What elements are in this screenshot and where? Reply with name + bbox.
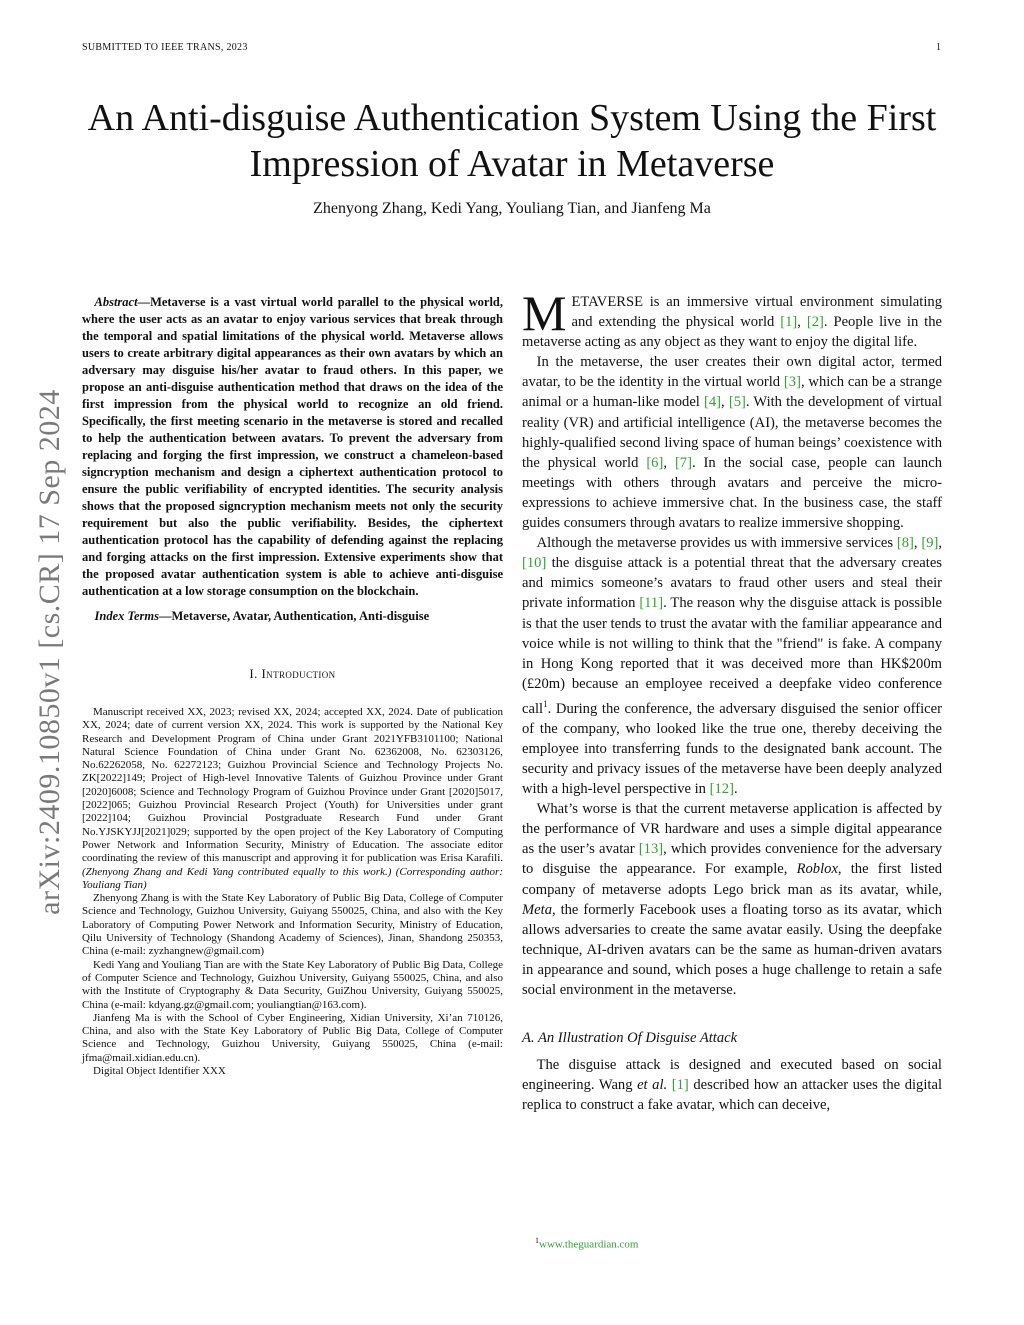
body-paragraph-2 — [522, 352, 942, 533]
citation-link[interactable]: [1] — [671, 1077, 689, 1094]
section-title: Introduction — [261, 666, 336, 681]
citation-link[interactable]: [9] — [921, 535, 939, 552]
body-paragraph-4 — [522, 799, 942, 1000]
text-span: , the formerly Facebook uses a floating torso as its avatar, which allows adversaries to create the same avatar easily. Using the deepfake technique, AI-driven avatars can be the same as human-driven avatars in appearance and sound, which poses a huge challenge to retain a safe social environment in the metaverse. — [522, 901, 942, 999]
text-span: , — [938, 535, 943, 552]
footnote-ma: Jianfeng Ma is with the School of Cyber Engineering, Xidian University, Xi’an 710126, China, and also with the State Key Laboratory of Public Big Data, College of Computer Science and Technology, Guizhou University, Guiyang 550025, China (e-mail: jfma@mail.xidian.edu.cn). — [82, 1011, 503, 1064]
footnote-yang-tian: Kedi Yang and Youliang Tian are with the State Key Laboratory of Public Big Data, College of Computer Science and Technology, Guizhou University, Guiyang 550025, China, and also with the Institute of Cryptography & Data Security, GuiZhou University, Guiyang 550025, China (e-mail: kdyang.gz@gmail.com; youliangtian@163.com). — [82, 958, 503, 1011]
right-column — [522, 285, 943, 1115]
citation-link[interactable]: [10] — [522, 555, 547, 572]
text-span: . People live in the metaverse acting as any object as they want to enjoy the digital life. — [522, 314, 943, 351]
text-span: What’s worse is that the current metaverse application is affected by the performance of VR hardware and uses a simple digital appearance as the user’s avatar — [522, 801, 942, 858]
body-paragraph-1 — [522, 285, 943, 352]
body-paragraph-5 — [522, 1055, 942, 1115]
meta-name: Meta — [522, 901, 552, 918]
text-span: the disguise attack is a potential threat that the adversary creates and mimics someone’s avatars to fraud other users and steal their private information — [522, 555, 942, 612]
text-span: is an immersive virtual environment simulating and extending the physical world — [571, 294, 942, 331]
arxiv-stamp: arXiv:2409.10850v1 [cs.CR] 17 Sep 2024 — [33, 389, 66, 915]
footnote-manuscript — [82, 706, 503, 892]
text-span: , — [721, 394, 729, 411]
guardian-link[interactable]: www.theguardian.com — [539, 1238, 639, 1251]
text-span: In the metaverse, the user creates their own digital actor, termed avatar, to be the identity in the virtual world — [522, 354, 942, 391]
text-span: , — [663, 454, 675, 471]
text-span: , which can be a strange animal or a human-like model — [522, 374, 942, 411]
page-number: 1 — [936, 42, 941, 53]
citation-link[interactable]: [5] — [728, 394, 746, 411]
footnote-contribution-note: (Zhenyong Zhang and Kedi Yang contributed equally to this work.) (Corresponding author: Youliang Tian) — [82, 865, 503, 891]
text-span: . In the social case, people can launch meetings with others through avatars and perceive the micro-expressions to achieve immersive chat. In the business case, the staff guides consumers through avatars to realize immersive shopping. — [522, 454, 942, 532]
index-terms-label: Index Terms — [94, 609, 159, 623]
citation-link[interactable]: [8] — [896, 535, 914, 552]
index-terms-text: Metaverse, Avatar, Authentication, Anti-disguise — [171, 609, 430, 623]
citation-link[interactable]: [6] — [646, 454, 664, 471]
abstract-dash: — — [137, 295, 151, 309]
citation-link[interactable]: [1] — [780, 314, 798, 331]
citation-link[interactable]: [12] — [709, 781, 734, 798]
page-footnote-marker: 1 — [535, 1236, 539, 1245]
drop-cap: M — [522, 285, 567, 341]
subsection-heading: A. An Illustration Of Disguise Attack — [522, 1030, 738, 1047]
roblox-name: Roblox — [796, 861, 838, 878]
author-list: Zhenyong Zhang, Kedi Yang, Youliang Tian, and Jianfeng Ma — [313, 200, 711, 217]
citation-link[interactable]: [13] — [638, 841, 664, 858]
text-span: The disguise attack is designed and executed based on social engineering. Wang — [522, 1057, 942, 1094]
intro-caps: ETAVERSE — [571, 294, 644, 310]
text-span: . — [733, 781, 738, 798]
footnote-block — [82, 706, 503, 1078]
text-span: , which provides convenience for the adversary to disguise the appearance. For example, — [522, 841, 942, 878]
citation-link[interactable]: [2] — [806, 314, 824, 331]
index-terms-dash: — — [158, 609, 172, 623]
section-heading-introduction — [82, 666, 503, 682]
citation-link[interactable]: [7] — [674, 454, 692, 471]
text-span: , — [797, 314, 807, 331]
text-span: described how an attacker uses the digital replica to construct a fake avatar, which can deceive, — [522, 1077, 942, 1114]
page-footnote — [535, 1236, 638, 1251]
abstract-label: Abstract — [94, 295, 138, 309]
section-number: I. — [249, 666, 258, 681]
footnote-zhang: Zhenyong Zhang is with the State Key Laboratory of Public Big Data, College of Computer Science and Technology, Guizhou University, Guiyang 550025, China, and also with the Key Laboratory of Computing Power Network and Information Security, Ministry of Education, Qilu University of Technology (Shandong Academy of Sciences), Jinan, Shandong 250353, China (e-mail: zyzhangnew@gmail.com) — [82, 892, 503, 958]
citation-link[interactable]: [4] — [704, 394, 722, 411]
body-paragraph-3 — [522, 533, 942, 799]
abstract-text: Metaverse is a vast virtual world parallel to the physical world, where the user acts as an avatar to enjoy various services that break through the temporal and spatial limitations of the physical world. Metaverse allows users to create arbitrary digital appearances as their own avatars by which an adversary may disguise his/her avatar to fraud others. In this paper, we propose an anti-disguise authentication method that draws on the idea of the first impression from the physical world to recognize an old friend. Specifically, the first meeting scenario in the metaverse is stored and recalled to help the authentication between avatars. To prevent the adversary from replacing and forging the first impression, we construct a chameleon-based signcryption mechanism and design a ciphertext authentication protocol to ensure the public verifiability of encrypted identities. The security analysis shows that the proposed signcryption mechanism meets not only the security requirement but also the public verifiability. Besides, the ciphertext authentication protocol has the capability of defending against the replacing and forging attacks on the first impression. Extensive experiments show that the proposed avatar authentication system is able to achieve anti-disguise authentication at a low storage consumption on the blockchain. — [82, 295, 503, 598]
text-span: , the first listed company of metaverse adopts Lego brick man as its avatar, while, — [522, 861, 942, 898]
text-span: . The reason why the disguise attack is possible is that the user tends to trust the avatar with the familiar appearance and voice while is not willing to think that the "friend" is fake. A company in Hong Kong reported that it was deceived more than HK$200m (£20m) because an employee received a deepfake video conference call — [522, 595, 942, 717]
paper-title: An Anti-disguise Authentication System Using the First Impression of Avatar in Metaverse — [87, 97, 937, 185]
footnote-marker[interactable]: 1 — [543, 698, 548, 709]
citation-link[interactable]: [3] — [783, 374, 801, 391]
text-span: Although the metaverse provides us with immersive services — [536, 535, 897, 552]
footnote-manuscript-text: Manuscript received XX, 2023; revised XX, 2024; accepted XX, 2024. Date of publication XX, 2024; date of current version XX, 2024. This work is supported by the National Key Research and Development Program of China under Grant 2021YFB3101100; National Natural Science Foundation of China under Grant No. 62362008, No. 62303126, No.62262058, No. 62272123; Guizhou Provincial Science and Technology Projects No. ZK[2022]149; Project of High-level Innovative Talents of Guizhou Province under Grant [2020]6008; Science and Technology Program of Guizhou Province under Grant [2020]5017, [2022]065; Guizhou Provincial Research Project (Youth) for Universities under grant [2022]104; Guizhou Provincial Postgraduate Research Fund under Grant No.YJSKYJJ[2021]029; supported by the open project of the Key Laboratory of Computing Power Network and Information Security, Ministry of Education. The associate editor coordinating the review of this manuscript and approving it for publication was Erisa Karafili. — [82, 706, 503, 865]
index-terms — [82, 608, 503, 625]
citation-link[interactable]: [11] — [639, 595, 664, 612]
text-span: . With the development of virtual reality (VR) and artificial intelligence (AI), the metaverse becomes the highly-qualified second living space of human beings’ coexistence with the physical world — [522, 394, 943, 471]
text-span: . During the conference, the adversary disguised the senior officer of the company, who looked like the true one, thereby deceiving the employee into transferring funds to the designated bank account. The security and privacy issues of the metaverse have been deeply analyzed with a high-level perspective in — [522, 700, 942, 798]
et-al: et al. — [637, 1077, 668, 1094]
running-header: SUBMITTED TO IEEE TRANS, 2023 — [82, 42, 248, 53]
footnote-doi: Digital Object Identifier XXX — [93, 1065, 226, 1078]
text-span: , — [913, 535, 922, 552]
abstract — [82, 294, 503, 600]
left-column — [82, 294, 503, 1078]
